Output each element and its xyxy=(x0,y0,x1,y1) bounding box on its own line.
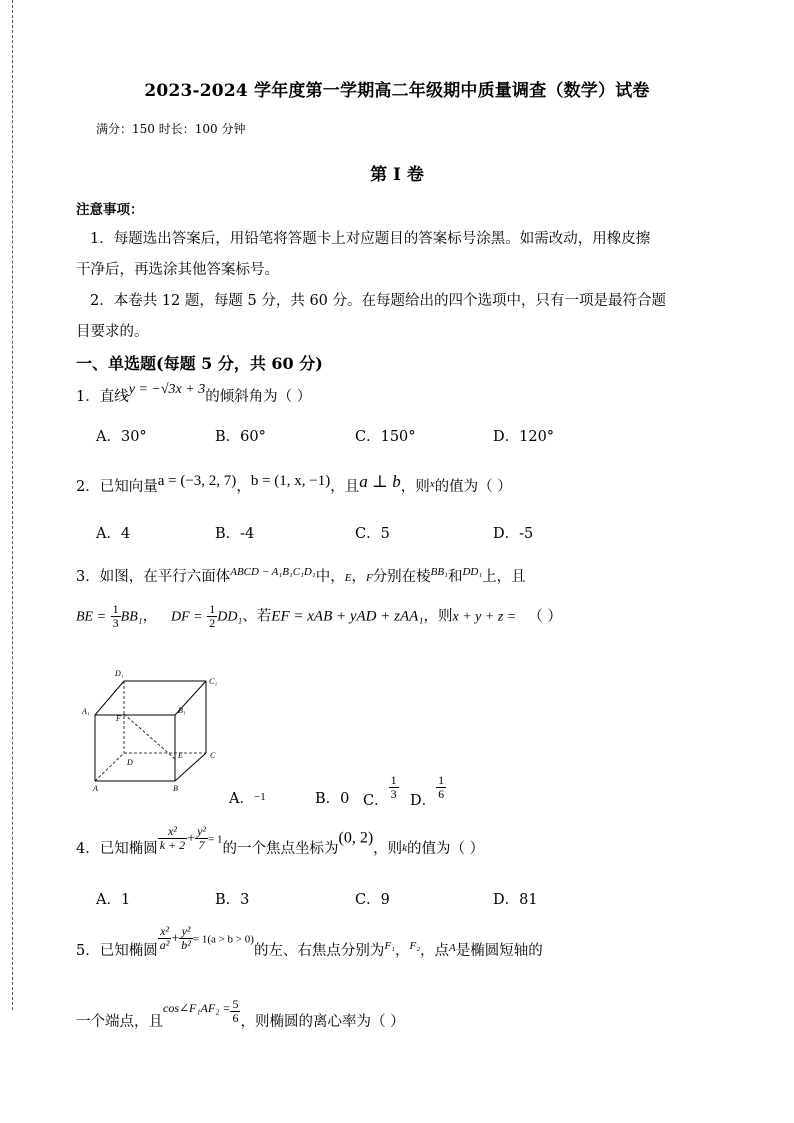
binding-margin-line xyxy=(12,0,13,1010)
q4-option-d[interactable]: D．81 xyxy=(493,892,538,908)
q2-cond-prefix: ，且 xyxy=(330,479,360,495)
q3-in: 中， xyxy=(315,569,345,585)
section-single-choice: 一、单选题(每题 5 分，共 60 分) xyxy=(76,354,323,373)
q2-option-d[interactable]: D．-5 xyxy=(493,526,534,542)
q5-point-a: A xyxy=(449,941,456,954)
q1-option-c[interactable]: C．150° xyxy=(355,429,416,445)
label-c1: C₁ xyxy=(209,677,218,686)
parallelepiped-figure xyxy=(78,665,228,795)
q2-then: ，则 xyxy=(400,479,430,495)
q5-prefix: 5．已知椭圆 xyxy=(76,942,158,959)
q4-suffix: 的值为（ ） xyxy=(407,840,485,857)
q3-point-f: F xyxy=(365,572,373,584)
q2-suffix: 的值为（ ） xyxy=(434,479,512,495)
q3-point-e: E xyxy=(344,572,352,584)
q3-option-a-value: −1 xyxy=(253,791,266,803)
q3-vector-equation: EF = xAB + yAD + zAA₁ xyxy=(271,608,424,625)
q3-paren: （ ） xyxy=(528,608,562,625)
q3-if: 、若 xyxy=(242,608,272,625)
notice-item-1b: 干净后，再选涂其他答案标号。 xyxy=(76,262,279,278)
exam-title: 2023-2024 学年度第一学期高二年级期中质量调查（数学）试卷 xyxy=(144,81,650,101)
q1-line-equation: y = −√3x + 3 xyxy=(128,382,206,397)
q5-focus-f2: F₂ xyxy=(409,939,421,952)
q2-option-a[interactable]: A．4 xyxy=(96,526,131,542)
q2-perpendicular-condition: a ⊥ b xyxy=(359,472,401,491)
q5-cos-fraction: $\frac{5}{6}$ xyxy=(232,997,239,1025)
q4-prefix: 4．已知椭圆 xyxy=(76,840,158,857)
q3-on-edges: 分别在棱 xyxy=(372,569,431,585)
q4-focus-point: (0, 2) xyxy=(338,829,374,847)
q3-be-rhs: BB₁ xyxy=(120,609,143,625)
q2-option-c[interactable]: C．5 xyxy=(355,526,390,542)
question-5-line-2 xyxy=(76,988,405,1030)
q3-option-a[interactable]: A．$^{-1}$ xyxy=(229,791,266,807)
q2-option-b[interactable]: B．-4 xyxy=(215,526,255,542)
q4-equals: = 1 xyxy=(208,833,223,846)
q3-and: 和 xyxy=(447,569,463,585)
q2-vector-b: b = (1, x, −1) xyxy=(250,473,331,489)
q3-option-d[interactable]: D． $\frac{1}{6}$ xyxy=(410,773,445,809)
label-d1: D₁ xyxy=(115,669,124,678)
q4-option-a[interactable]: A．1 xyxy=(96,892,131,908)
q3-on: 上，且 xyxy=(482,569,526,585)
q1-suffix: 的倾斜角为（ ） xyxy=(205,389,312,405)
label-e: E xyxy=(178,751,183,760)
q5-focus-f1: F₁ xyxy=(384,939,395,952)
q3-option-d-fraction: $\frac{1}{6}$ xyxy=(438,773,445,801)
label-d: D xyxy=(127,758,133,767)
notice-item-2b: 目要求的。 xyxy=(76,324,149,340)
q3-df-fraction: $\frac{1}{2}$ xyxy=(209,602,216,630)
q4-fraction-y: $\frac{\text{y²}}{7}$ xyxy=(197,824,207,852)
q3-df-rhs: DD₁ xyxy=(217,609,243,625)
question-1 xyxy=(76,382,312,406)
q3-ask: ，则 xyxy=(423,608,453,625)
q5-mid: 的左、右焦点分别为 xyxy=(253,942,385,959)
question-4: 4．已知椭圆 $\frac{\text{x²}}{k + 2}$ + $\frac{\text{y²}}{7}$ = 1的一个焦点坐标为(0, 2)，则$_k$的值为（ ） xyxy=(76,824,485,857)
q3-be-lhs: BE = xyxy=(76,609,107,625)
q2-vector-a: a = (−3, 2, 7) xyxy=(157,473,237,489)
q5-cos-expression: cos∠F₁AF₂ = xyxy=(163,1000,231,1015)
label-b1: B₁ xyxy=(178,706,186,715)
q3-option-c[interactable]: C． $\frac{1}{3}$ xyxy=(363,773,397,809)
part-heading: 第 I 卷 xyxy=(370,165,424,185)
q4-fraction-x: $\frac{\text{x²}}{k + 2}$ xyxy=(159,824,186,852)
label-a: A xyxy=(93,784,98,793)
q3-solid: ABCD − A₁B₁C₁D₁ xyxy=(230,566,316,578)
q1-prefix: 1．直线 xyxy=(76,389,129,405)
q3-sum-expression: x + y + z = xyxy=(452,609,517,625)
q4-var: k xyxy=(402,841,408,854)
segment-fe xyxy=(124,714,175,759)
q3-edge-bb1: BB₁ xyxy=(430,566,448,578)
q4-option-c[interactable]: C．9 xyxy=(355,892,390,908)
q1-option-b[interactable]: B．60° xyxy=(215,429,266,445)
notice-item-2a: 2．本卷共 12 题，每题 5 分，共 60 分。在每题给出的四个选项中，只有一项是最符合题 xyxy=(90,293,667,309)
q3-prefix: 3．如图，在平行六面体 xyxy=(76,569,231,585)
q5-fraction-x: $\frac{\text{x²}}{\text{a²}}$ xyxy=(159,924,170,952)
q2-var: x xyxy=(429,478,435,490)
question-3-line-1: 3．如图，在平行六面体$^{ABCD - A_1B_1C_1D_1}$中，E，F分别在棱$^{BB_1}$和$^{DD_1}$上，且 xyxy=(76,566,526,585)
question-3-line-2: BE = $\frac{1}{3}$ BB₁， DF = $\frac{1}{2}$ DD₁、若EF = xAB + yAD + zAA₁，则x + y + z = （ ） xyxy=(76,602,562,630)
q3-option-b[interactable]: B．0 xyxy=(315,791,350,807)
label-a1: A₁ xyxy=(82,707,90,716)
q1-option-d[interactable]: D．120° xyxy=(493,429,555,445)
edge-ad-hidden xyxy=(95,753,124,781)
notice-heading: 注意事项： xyxy=(76,202,144,218)
question-2: 2．已知向量a = (−3, 2, 7)，b = (1, x, −1)，且a ⊥ b，则$^x$的值为（ ） xyxy=(76,472,512,495)
q4-mid: 的一个焦点坐标为 xyxy=(222,840,339,857)
q3-df-lhs: DF = xyxy=(170,609,203,625)
q4-option-b[interactable]: B．3 xyxy=(215,892,250,908)
edge-a1d1 xyxy=(95,681,124,715)
q5-equals: = 1(a > b > 0) xyxy=(192,933,254,946)
q2-prefix: 2．已知向量 xyxy=(76,479,158,495)
q5-line2-prefix: 一个端点，且 xyxy=(76,1013,163,1030)
q3-be-fraction: $\frac{1}{3}$ xyxy=(112,602,119,630)
q5-line2-suffix: ，则椭圆的离心率为（ ） xyxy=(240,1013,405,1030)
label-c: C xyxy=(210,751,216,760)
label-b: B xyxy=(173,784,178,793)
q5-tail: 是椭圆短轴的 xyxy=(455,942,543,959)
q3-option-c-fraction: $\frac{1}{3}$ xyxy=(390,773,397,801)
notice-item-1a: 1．每题选出答案后，用铅笔将答题卡上对应题目的答案标号涂黑。如需改动，用橡皮擦 xyxy=(90,231,651,247)
label-f: F xyxy=(116,714,121,723)
exam-meta: 满分：150 时长：100 分钟 xyxy=(96,122,246,136)
question-5-line-1: 5．已知椭圆 $\frac{\text{x²}}{\text{a²}}$ + $\frac{\text{y²}}{\text{b²}}$ = 1(a > b > 0)的左、右焦点分别为$_{F_1}$，$_{F_2}$，点$_A$是椭圆短轴的 xyxy=(76,924,543,959)
q5-fraction-y: $\frac{\text{y²}}{\text{b²}}$ xyxy=(181,924,191,952)
q3-edge-dd1: DD₁ xyxy=(462,566,483,578)
q1-option-a[interactable]: A．30° xyxy=(96,429,147,445)
